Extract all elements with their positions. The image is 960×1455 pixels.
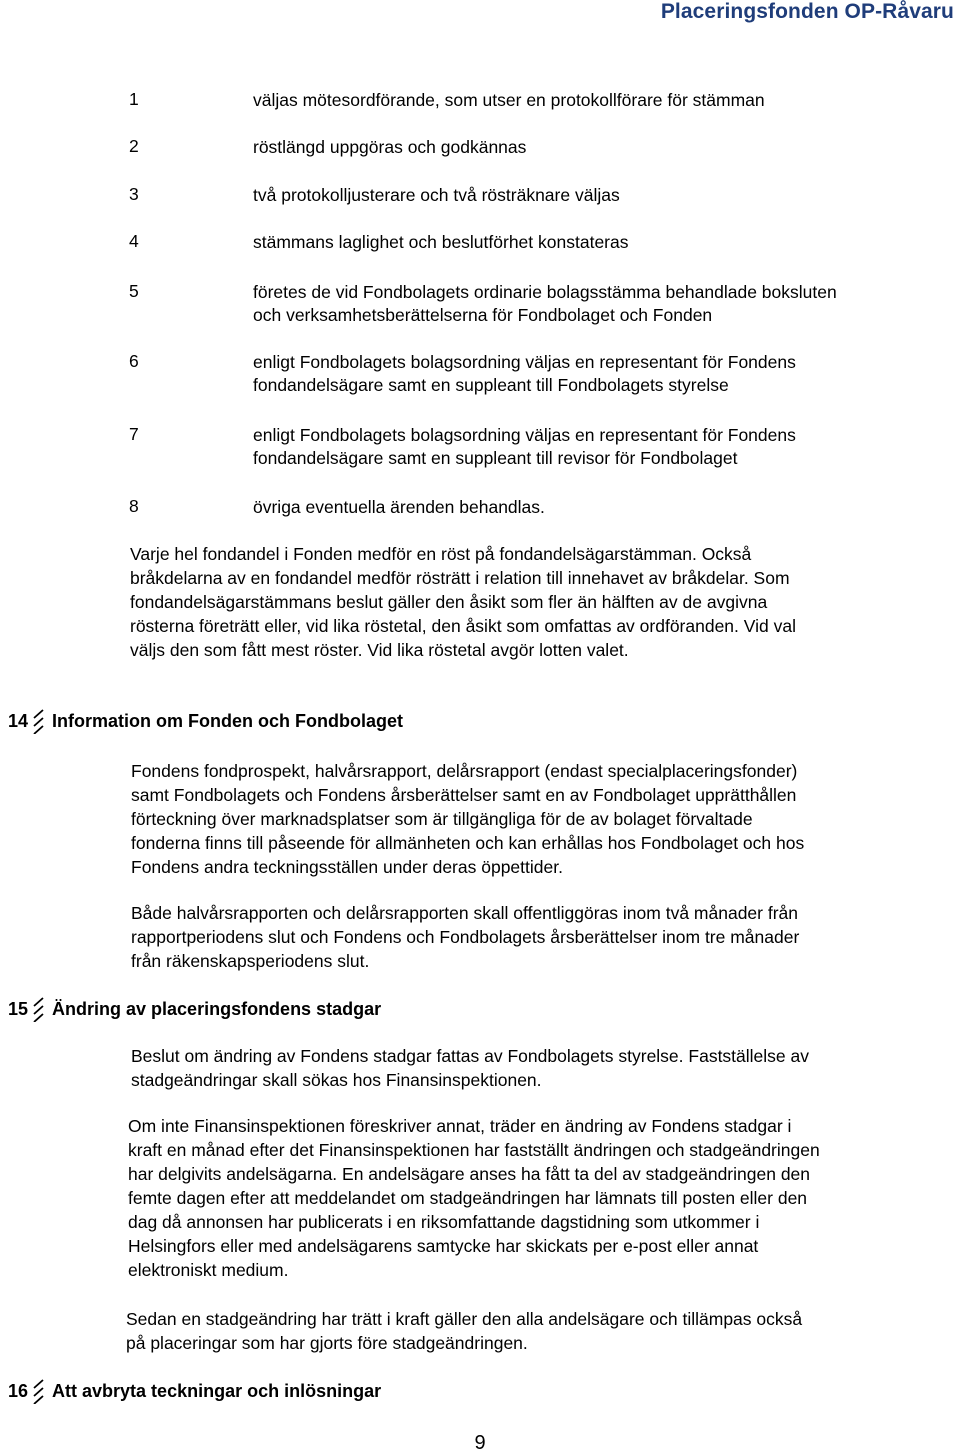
document-header: Placeringsfonden OP-Råvaru bbox=[660, 0, 954, 23]
paragraph-line: Om inte Finansinspektionen föreskriver annat, träder en ändring av Fondens stadgar i bbox=[128, 1116, 792, 1136]
section-14-heading bbox=[8, 708, 403, 734]
paragraph-line: har delgivits andelsägarna. En andelsägare anses ha fått ta del av stadgeändringen den bbox=[128, 1164, 811, 1184]
paragraph-line: stadgeändringar skall sökas hos Finansinspektionen. bbox=[131, 1070, 542, 1090]
paragraph-line: rapportperiodens slut och Fondens och Fondbolagets årsberättelser inom tre månader bbox=[131, 927, 800, 947]
list-number: 5 bbox=[129, 281, 139, 301]
paragraph-line: femte dagen efter att meddelandet om stadgeändringen har lämnats till posten eller den bbox=[128, 1188, 808, 1208]
paragraph-line: kraft en månad efter det Finansinspektionen har fastställt ändringen och stadgeändringen bbox=[128, 1140, 820, 1160]
paragraph-line: elektroniskt medium. bbox=[128, 1260, 289, 1280]
list-item-text: två protokolljusterare och två rösträknare väljas bbox=[253, 185, 620, 205]
list-item-text: fondandelsägare samt en suppleant till Fondbolagets styrelse bbox=[253, 375, 729, 395]
list-number: 7 bbox=[129, 424, 139, 444]
section-15-paragraph-3 bbox=[126, 1307, 802, 1355]
paragraph-line: på placeringar som har gjorts före stadgeändringen. bbox=[126, 1333, 528, 1353]
paragraph-line: samt Fondbolagets och Fondens årsberättelser samt en av Fondbolaget upprätthållen bbox=[131, 785, 797, 805]
section-title: Ändring av placeringsfondens stadgar bbox=[52, 998, 382, 1019]
paragraph-line: Helsingfors eller med andelsägarens samtycke har skickats per e-post eller annat bbox=[128, 1236, 759, 1256]
paragraph-line: dag då annonsen har publicerats i en riksomfattande dagstidning som utkommer i bbox=[128, 1212, 760, 1232]
section-sign-icon bbox=[32, 996, 46, 1022]
section-sign-icon bbox=[32, 708, 46, 734]
paragraph-line: från räkenskapsperiodens slut. bbox=[131, 951, 370, 971]
voting-paragraph bbox=[130, 542, 796, 662]
list-item-text: enligt Fondbolagets bolagsordning väljas en representant för Fondens bbox=[253, 425, 796, 445]
paragraph-line: Beslut om ändring av Fondens stadgar fattas av Fondbolagets styrelse. Fastställelse av bbox=[131, 1046, 809, 1066]
paragraph-line: rösterna företrätt eller, vid lika röstetal, den åsikt som omfattas av ordföranden. Vid val bbox=[130, 616, 796, 636]
list-item-text: fondandelsägare samt en suppleant till revisor för Fondbolaget bbox=[253, 448, 738, 468]
list-item-text: stämmans laglighet och beslutförhet konstateras bbox=[253, 232, 629, 252]
paragraph-line: fonderna finns till påseende för allmänheten och kan erhållas hos Fondbolaget och hos bbox=[131, 833, 805, 853]
list-item-text: övriga eventuella ärenden behandlas. bbox=[253, 497, 545, 517]
section-14-paragraph-2 bbox=[131, 901, 799, 973]
paragraph-line: Fondens fondprospekt, halvårsrapport, delårsrapport (endast specialplaceringsfonder) bbox=[131, 761, 798, 781]
list-number: 4 bbox=[129, 231, 139, 251]
page-number: 9 bbox=[474, 1432, 486, 1454]
section-title: Att avbryta teckningar och inlösningar bbox=[52, 1380, 382, 1401]
section-number: 14 bbox=[8, 710, 29, 731]
paragraph-line: förteckning över marknadsplatser som är tillgängliga för de av bolaget förvaltade bbox=[131, 809, 753, 829]
list-item-text: företes de vid Fondbolagets ordinarie bolagsstämma behandlade boksluten bbox=[253, 282, 837, 302]
paragraph-line: Fondens andra teckningsställen under deras öppettider. bbox=[131, 857, 563, 877]
section-number: 16 bbox=[8, 1380, 29, 1401]
paragraph-line: Både halvårsrapporten och delårsrapporten skall offentliggöras inom två månader från bbox=[131, 903, 799, 923]
list-number: 1 bbox=[129, 89, 139, 109]
list-number: 2 bbox=[129, 136, 139, 156]
section-sign-icon bbox=[32, 1378, 46, 1404]
list-item-text: röstlängd uppgöras och godkännas bbox=[253, 137, 527, 157]
paragraph-line: Varje hel fondandel i Fonden medför en röst på fondandelsägarstämman. Också bbox=[130, 544, 752, 564]
paragraph-line: fondandelsägarstämmans beslut gäller den åsikt som fler än hälften av de avgivna bbox=[130, 592, 768, 612]
list-number: 6 bbox=[129, 351, 139, 371]
paragraph-line: väljs den som fått mest röster. Vid lika röstetal avgör lotten valet. bbox=[130, 640, 629, 660]
list-number: 8 bbox=[129, 496, 139, 516]
list-item-text: och verksamhetsberättelserna för Fondbolaget och Fonden bbox=[253, 305, 713, 325]
paragraph-line: Sedan en stadgeändring har trätt i kraft gäller den alla andelsägare och tillämpas också bbox=[126, 1309, 803, 1329]
paragraph-line: bråkdelarna av en fondandel medför rösträtt i relation till innehavet av bråkdelar. Som bbox=[130, 568, 790, 588]
section-15-paragraph-1 bbox=[131, 1044, 809, 1092]
list-item-text: väljas mötesordförande, som utser en protokollförare för stämman bbox=[253, 90, 765, 110]
section-number: 15 bbox=[8, 998, 29, 1019]
list-item-text: enligt Fondbolagets bolagsordning väljas en representant för Fondens bbox=[253, 352, 796, 372]
section-15-heading bbox=[8, 996, 381, 1022]
section-15-paragraph-2 bbox=[128, 1114, 820, 1282]
section-title: Information om Fonden och Fondbolaget bbox=[52, 710, 403, 731]
section-16-heading bbox=[8, 1378, 381, 1404]
section-14-paragraph-1 bbox=[131, 759, 804, 879]
list-number: 3 bbox=[129, 184, 139, 204]
